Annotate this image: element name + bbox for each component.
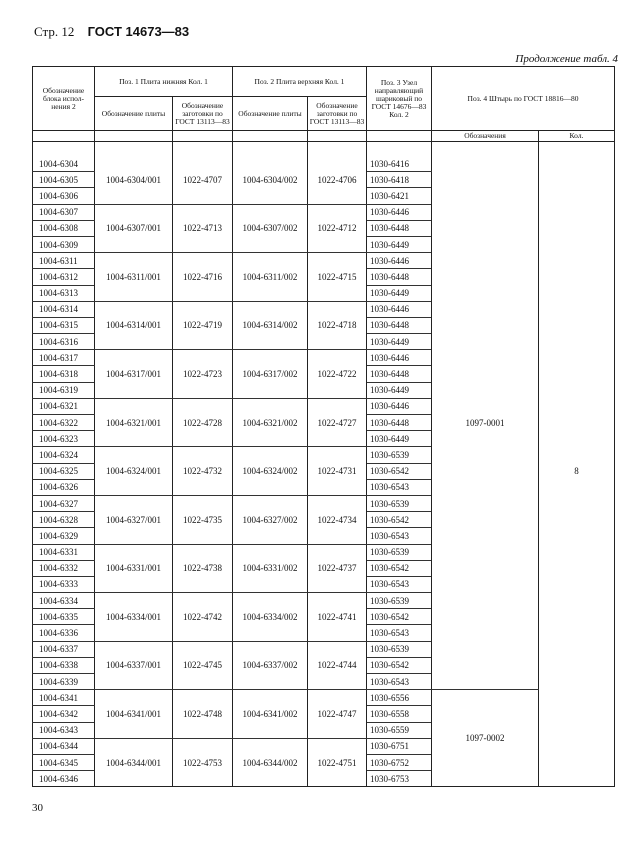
guide-assembly-designation: 1030-6543 — [367, 528, 432, 544]
header-filler-3 — [233, 131, 308, 142]
header-filler-1 — [95, 131, 173, 142]
guide-assembly-designation: 1030-6753 — [367, 771, 432, 787]
block-designation: 1004-6327 — [33, 495, 95, 511]
pin-quantity: 8 — [539, 156, 615, 787]
guide-assembly-designation: 1030-6448 — [367, 415, 432, 431]
lower-blank-designation: 1022-4719 — [173, 301, 233, 350]
guide-assembly-designation: 1030-6448 — [367, 220, 432, 236]
block-designation: 1004-6307 — [33, 204, 95, 220]
block-designation: 1004-6317 — [33, 350, 95, 366]
guide-assembly-designation: 1030-6559 — [367, 722, 432, 738]
lower-blank-designation: 1022-4728 — [173, 398, 233, 447]
upper-plate-designation: 1004-6307/002 — [233, 204, 308, 253]
guide-assembly-designation: 1030-6446 — [367, 253, 432, 269]
lower-plate-designation: 1004-6334/001 — [95, 593, 173, 642]
spacer-cell — [173, 142, 233, 157]
lower-plate-designation: 1004-6317/001 — [95, 350, 173, 399]
lower-plate-designation: 1004-6314/001 — [95, 301, 173, 350]
block-designation: 1004-6305 — [33, 172, 95, 188]
upper-plate-designation: 1004-6331/002 — [233, 544, 308, 593]
pin-designation: 1097-0001 — [432, 156, 539, 690]
upper-plate-designation: 1004-6317/002 — [233, 350, 308, 399]
guide-assembly-designation: 1030-6449 — [367, 431, 432, 447]
guide-assembly-designation: 1030-6449 — [367, 236, 432, 252]
guide-assembly-designation: 1030-6446 — [367, 301, 432, 317]
header-pos2: Поз. 2 Плита верхняя Кол. 1 — [233, 67, 367, 97]
header-lower-blank: Обозначение заготовки по ГОСТ 13113—83 — [173, 97, 233, 131]
block-designation: 1004-6313 — [33, 285, 95, 301]
upper-blank-designation: 1022-4706 — [308, 156, 367, 204]
spacer-cell — [539, 142, 615, 157]
block-designation: 1004-6336 — [33, 625, 95, 641]
block-designation: 1004-6328 — [33, 512, 95, 528]
upper-plate-designation: 1004-6321/002 — [233, 398, 308, 447]
guide-assembly-designation: 1030-6539 — [367, 544, 432, 560]
lower-blank-designation: 1022-4735 — [173, 495, 233, 544]
lower-blank-designation: 1022-4732 — [173, 447, 233, 496]
guide-assembly-designation: 1030-6543 — [367, 674, 432, 690]
block-designation: 1004-6331 — [33, 544, 95, 560]
header-upper-plate: Обозначение плиты — [233, 97, 308, 131]
lower-plate-designation: 1004-6344/001 — [95, 738, 173, 787]
lower-plate-designation: 1004-6341/001 — [95, 690, 173, 739]
lower-blank-designation: 1022-4748 — [173, 690, 233, 739]
guide-assembly-designation: 1030-6543 — [367, 576, 432, 592]
upper-blank-designation: 1022-4747 — [308, 690, 367, 739]
guide-assembly-designation: 1030-6539 — [367, 495, 432, 511]
page-label: Стр. 12 — [34, 24, 75, 39]
upper-plate-designation: 1004-6311/002 — [233, 253, 308, 302]
guide-assembly-designation: 1030-6446 — [367, 204, 432, 220]
block-designation: 1004-6329 — [33, 528, 95, 544]
lower-blank-designation: 1022-4707 — [173, 156, 233, 204]
upper-plate-designation: 1004-6304/002 — [233, 156, 308, 204]
lower-blank-designation: 1022-4738 — [173, 544, 233, 593]
block-designation: 1004-6342 — [33, 706, 95, 722]
block-designation: 1004-6308 — [33, 220, 95, 236]
block-designation: 1004-6335 — [33, 609, 95, 625]
guide-assembly-designation: 1030-6543 — [367, 625, 432, 641]
lower-blank-designation: 1022-4753 — [173, 738, 233, 787]
lower-blank-designation: 1022-4713 — [173, 204, 233, 253]
guide-assembly-designation: 1030-6421 — [367, 188, 432, 204]
block-designation: 1004-6309 — [33, 236, 95, 252]
header-filler-0 — [33, 131, 95, 142]
lower-blank-designation: 1022-4716 — [173, 253, 233, 302]
upper-blank-designation: 1022-4731 — [308, 447, 367, 496]
guide-assembly-designation: 1030-6418 — [367, 172, 432, 188]
header-pos4: Поз. 4 Штырь по ГОСТ 18816—80 — [432, 67, 615, 131]
block-designation: 1004-6322 — [33, 415, 95, 431]
spacer-cell — [95, 142, 173, 157]
lower-plate-designation: 1004-6331/001 — [95, 544, 173, 593]
header-pos3: Поз. 3 Узел направляющий шариковый по ГОСТ 14676—83 Кол. 2 — [367, 67, 432, 131]
block-designation: 1004-6306 — [33, 188, 95, 204]
spacer-cell — [308, 142, 367, 157]
guide-assembly-designation: 1030-6542 — [367, 560, 432, 576]
upper-blank-designation: 1022-4734 — [308, 495, 367, 544]
lower-plate-designation: 1004-6324/001 — [95, 447, 173, 496]
guide-assembly-designation: 1030-6446 — [367, 398, 432, 414]
guide-assembly-designation: 1030-6542 — [367, 512, 432, 528]
guide-assembly-designation: 1030-6449 — [367, 285, 432, 301]
page-number: 30 — [32, 802, 43, 814]
block-designation: 1004-6341 — [33, 690, 95, 706]
block-designation: 1004-6312 — [33, 269, 95, 285]
header-block-designation: Обозначение блока испол-нения 2 — [33, 67, 95, 131]
guide-assembly-designation: 1030-6416 — [367, 156, 432, 172]
guide-assembly-designation: 1030-6542 — [367, 657, 432, 673]
upper-plate-designation: 1004-6314/002 — [233, 301, 308, 350]
guide-assembly-designation: 1030-6539 — [367, 641, 432, 657]
guide-assembly-designation: 1030-6448 — [367, 269, 432, 285]
header-upper-blank: Обозначение заготовки по ГОСТ 13113—83 — [308, 97, 367, 131]
page-header — [34, 24, 189, 40]
header-lower-plate: Обозначение плиты — [95, 97, 173, 131]
guide-assembly-designation: 1030-6542 — [367, 609, 432, 625]
header-pin-quantity: Кол. — [539, 131, 615, 142]
upper-blank-designation: 1022-4744 — [308, 641, 367, 690]
specification-table — [32, 66, 615, 787]
upper-plate-designation: 1004-6327/002 — [233, 495, 308, 544]
guide-assembly-designation: 1030-6752 — [367, 754, 432, 770]
lower-plate-designation: 1004-6327/001 — [95, 495, 173, 544]
guide-assembly-designation: 1030-6539 — [367, 593, 432, 609]
header-filler-5 — [367, 131, 432, 142]
block-designation: 1004-6316 — [33, 334, 95, 350]
block-designation: 1004-6344 — [33, 738, 95, 754]
upper-blank-designation: 1022-4727 — [308, 398, 367, 447]
block-designation: 1004-6324 — [33, 447, 95, 463]
upper-plate-designation: 1004-6337/002 — [233, 641, 308, 690]
lower-plate-designation: 1004-6311/001 — [95, 253, 173, 302]
block-designation: 1004-6325 — [33, 463, 95, 479]
block-designation: 1004-6339 — [33, 674, 95, 690]
upper-blank-designation: 1022-4722 — [308, 350, 367, 399]
upper-blank-designation: 1022-4751 — [308, 738, 367, 787]
block-designation: 1004-6326 — [33, 479, 95, 495]
guide-assembly-designation: 1030-6751 — [367, 738, 432, 754]
upper-blank-designation: 1022-4741 — [308, 593, 367, 642]
upper-blank-designation: 1022-4737 — [308, 544, 367, 593]
spacer-cell — [367, 142, 432, 157]
block-designation: 1004-6343 — [33, 722, 95, 738]
guide-assembly-designation: 1030-6539 — [367, 447, 432, 463]
block-designation: 1004-6345 — [33, 754, 95, 770]
table-row — [33, 156, 615, 172]
block-designation: 1004-6318 — [33, 366, 95, 382]
block-designation: 1004-6319 — [33, 382, 95, 398]
guide-assembly-designation: 1030-6558 — [367, 706, 432, 722]
header-filler-4 — [308, 131, 367, 142]
upper-plate-designation: 1004-6341/002 — [233, 690, 308, 739]
spacer-row — [33, 142, 615, 157]
table-continuation-label: Продолжение табл. 4 — [515, 53, 618, 65]
guide-assembly-designation: 1030-6449 — [367, 334, 432, 350]
block-designation: 1004-6346 — [33, 771, 95, 787]
block-designation: 1004-6314 — [33, 301, 95, 317]
guide-assembly-designation: 1030-6449 — [367, 382, 432, 398]
lower-plate-designation: 1004-6307/001 — [95, 204, 173, 253]
spacer-cell — [233, 142, 308, 157]
standard-number: ГОСТ 14673—83 — [87, 24, 190, 39]
lower-plate-designation: 1004-6337/001 — [95, 641, 173, 690]
lower-blank-designation: 1022-4745 — [173, 641, 233, 690]
lower-plate-designation: 1004-6304/001 — [95, 156, 173, 204]
upper-plate-designation: 1004-6324/002 — [233, 447, 308, 496]
block-designation: 1004-6333 — [33, 576, 95, 592]
spacer-cell — [33, 142, 95, 157]
guide-assembly-designation: 1030-6448 — [367, 366, 432, 382]
lower-plate-designation: 1004-6321/001 — [95, 398, 173, 447]
block-designation: 1004-6315 — [33, 317, 95, 333]
guide-assembly-designation: 1030-6542 — [367, 463, 432, 479]
spacer-cell — [432, 142, 539, 157]
block-designation: 1004-6338 — [33, 657, 95, 673]
upper-blank-designation: 1022-4712 — [308, 204, 367, 253]
block-designation: 1004-6323 — [33, 431, 95, 447]
guide-assembly-designation: 1030-6543 — [367, 479, 432, 495]
header-pin-designations: Обозначения — [432, 131, 539, 142]
lower-blank-designation: 1022-4723 — [173, 350, 233, 399]
table-row — [33, 690, 615, 706]
upper-blank-designation: 1022-4715 — [308, 253, 367, 302]
pin-designation: 1097-0002 — [432, 690, 539, 787]
block-designation: 1004-6311 — [33, 253, 95, 269]
block-designation: 1004-6337 — [33, 641, 95, 657]
block-designation: 1004-6334 — [33, 593, 95, 609]
header-pos1: Поз. 1 Плита нижняя Кол. 1 — [95, 67, 233, 97]
upper-plate-designation: 1004-6344/002 — [233, 738, 308, 787]
block-designation: 1004-6321 — [33, 398, 95, 414]
header-filler-2 — [173, 131, 233, 142]
block-designation: 1004-6332 — [33, 560, 95, 576]
lower-blank-designation: 1022-4742 — [173, 593, 233, 642]
guide-assembly-designation: 1030-6556 — [367, 690, 432, 706]
upper-plate-designation: 1004-6334/002 — [233, 593, 308, 642]
guide-assembly-designation: 1030-6448 — [367, 317, 432, 333]
upper-blank-designation: 1022-4718 — [308, 301, 367, 350]
block-designation: 1004-6304 — [33, 156, 95, 172]
guide-assembly-designation: 1030-6446 — [367, 350, 432, 366]
